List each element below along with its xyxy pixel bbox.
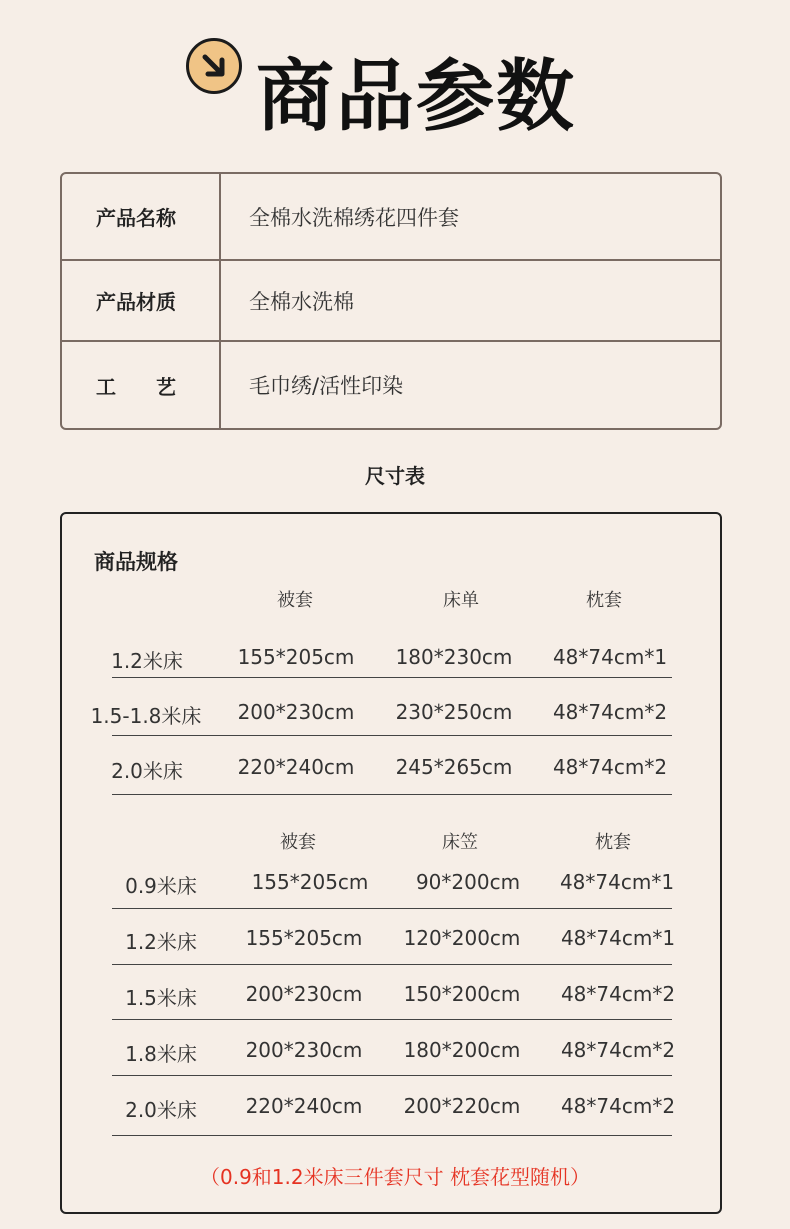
table2-cell: 200*230cm (245, 982, 363, 1006)
table1-header-duvet: 被套 (277, 590, 313, 611)
table1-header-pillowcase: 枕套 (586, 590, 622, 611)
table2-row-size: 2.0米床 (125, 1098, 197, 1122)
table1-cell: 230*250cm (395, 700, 513, 724)
table2-cell: 155*205cm (251, 870, 369, 894)
table1-row-size: 2.0米床 (111, 759, 183, 783)
table2-cell: 200*230cm (245, 1038, 363, 1062)
table1-cell: 245*265cm (395, 755, 513, 779)
product-params-table (60, 172, 722, 430)
param-label: 工 艺 (96, 374, 176, 399)
param-label: 产品材质 (96, 290, 176, 314)
table1-cell: 48*74cm*1 (552, 645, 668, 669)
table2-cell: 220*240cm (245, 1094, 363, 1118)
table1-row-size: 1.2米床 (111, 649, 183, 673)
param-value: 全棉水洗棉 (249, 289, 354, 314)
spec-title: 商品规格 (94, 550, 178, 574)
table2-header-duvet: 被套 (280, 832, 316, 853)
table-row-divider (112, 908, 672, 909)
table-row-divider (112, 1019, 672, 1020)
table1-cell: 200*230cm (237, 700, 355, 724)
param-value: 全棉水洗棉绣花四件套 (249, 205, 459, 230)
size-chart-caption: 尺寸表 (365, 464, 425, 488)
table1-cell: 48*74cm*2 (552, 700, 668, 724)
table2-header-fitted-sheet: 床笠 (442, 832, 478, 853)
table-row-divider (112, 677, 672, 678)
table2-cell: 180*200cm (403, 1038, 521, 1062)
table2-cell: 200*220cm (403, 1094, 521, 1118)
table2-header-pillowcase: 枕套 (595, 832, 631, 853)
table1-row-size: 1.5-1.8米床 (90, 704, 202, 728)
param-label: 产品名称 (96, 206, 176, 230)
table2-cell: 150*200cm (403, 982, 521, 1006)
table2-row-size: 1.8米床 (125, 1042, 197, 1066)
table-row-divider (112, 1135, 672, 1136)
param-row-name (62, 174, 720, 259)
table2-row-size: 0.9米床 (125, 874, 197, 898)
table1-cell: 48*74cm*2 (552, 755, 668, 779)
page-title: 商品参数 (256, 52, 577, 142)
table2-cell: 48*74cm*2 (560, 982, 676, 1006)
table1-cell: 180*230cm (395, 645, 513, 669)
table1-header-sheet: 床单 (443, 590, 479, 611)
table-row-divider (112, 1075, 672, 1076)
table2-row-size: 1.2米床 (125, 930, 197, 954)
table1-cell: 220*240cm (237, 755, 355, 779)
table2-cell: 48*74cm*2 (560, 1038, 676, 1062)
table-row-divider (112, 964, 672, 965)
param-value: 毛巾绣/活性印染 (249, 374, 404, 398)
table2-cell: 120*200cm (403, 926, 521, 950)
arrow-down-right-icon (186, 38, 242, 94)
table-row-divider (112, 794, 672, 795)
table2-cell: 48*74cm*1 (560, 926, 676, 950)
table-row-divider (112, 735, 672, 736)
size-note: （0.9和1.2米床三件套尺寸 枕套花型随机） (200, 1165, 590, 1189)
table2-cell: 155*205cm (245, 926, 363, 950)
table1-cell: 155*205cm (237, 645, 355, 669)
table2-cell: 48*74cm*2 (560, 1094, 676, 1118)
table2-cell: 90*200cm (415, 870, 521, 894)
table2-row-size: 1.5米床 (125, 986, 197, 1010)
param-row-craft (62, 342, 720, 428)
table2-cell: 48*74cm*1 (559, 870, 675, 894)
param-row-material (62, 261, 720, 340)
